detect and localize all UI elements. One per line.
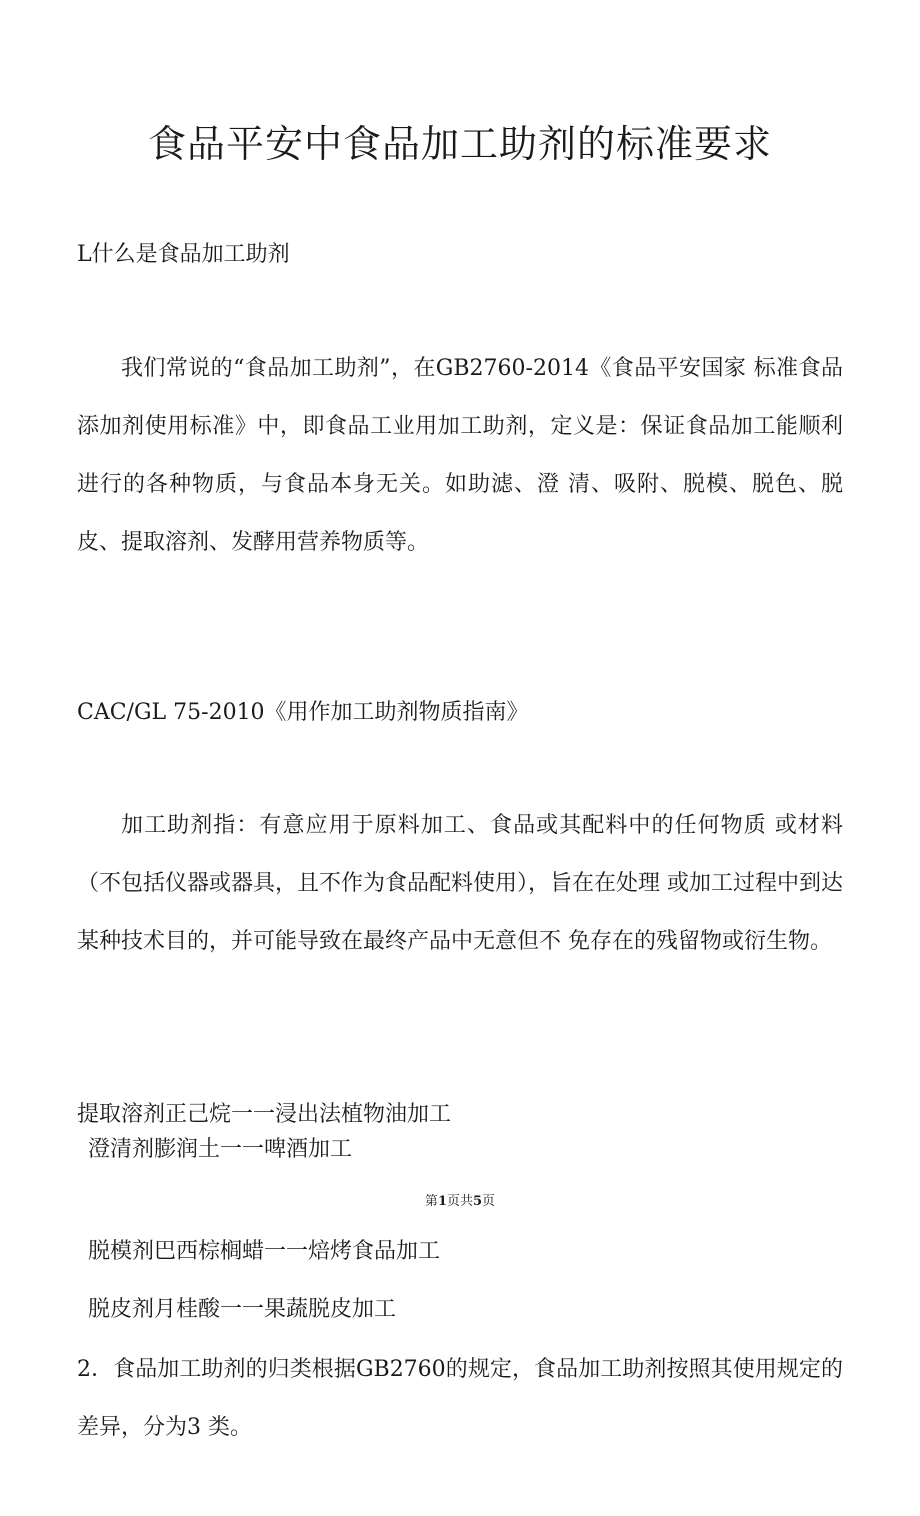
example-item-3: 脱模剂巴西棕榈蜡一一焙烤食品加工 (88, 1239, 441, 1264)
example-item-1: 提取溶剂正己烷一一浸出法植物油加工 (77, 1102, 452, 1127)
section-1-heading: L什么是食品加工助剂 (77, 242, 290, 267)
footer-middle: 页共 (446, 1194, 473, 1209)
document-title: 食品平安中食品加工助剂的标准要求 (147, 122, 772, 166)
footer-suffix: 页 (482, 1194, 496, 1209)
page-footer (0, 1193, 920, 1211)
definition-paragraph: 我们常说的“食品加工助剂”，在GB2760-2014《食品平安国家 标准食品添加剂使用标准》中，即食品工业用加工助剂，定义是：保证食品加工能顺利进行的各种物质，与食品本身无关。如助滤、澄 清、吸附、脱模、脱色、脱皮、提取溶剂、发酵用营养物质等。 (77, 356, 843, 555)
section-2-paragraph: 2．食品加工助剂的归类根据GB2760的规定，食品加工助剂按照其使用规定的差异，分为3 类。 (77, 1357, 843, 1440)
processing-aid-definition-paragraph: 加工助剂指：有意应用于原料加工、食品或其配料中的任何物质 或材料（不包括仪器或器具，且不作为食品配料使用），旨在在处理 或加工过程中到达某种技术目的，并可能导致在最终产品中无意但不 免存在的残留物或衍生物。 (77, 813, 843, 954)
cac-guideline-heading: CAC/GL 75-2010《用作加工助剂物质指南》 (77, 700, 529, 725)
example-item-4: 脱皮剂月桂酸一一果蔬脱皮加工 (88, 1297, 397, 1322)
footer-page-number: 1 (437, 1194, 447, 1209)
footer-page-total: 5 (473, 1194, 483, 1209)
example-item-2: 澄清剂膨润土一一啤酒加工 (88, 1137, 353, 1162)
footer-prefix: 第 (424, 1194, 438, 1209)
